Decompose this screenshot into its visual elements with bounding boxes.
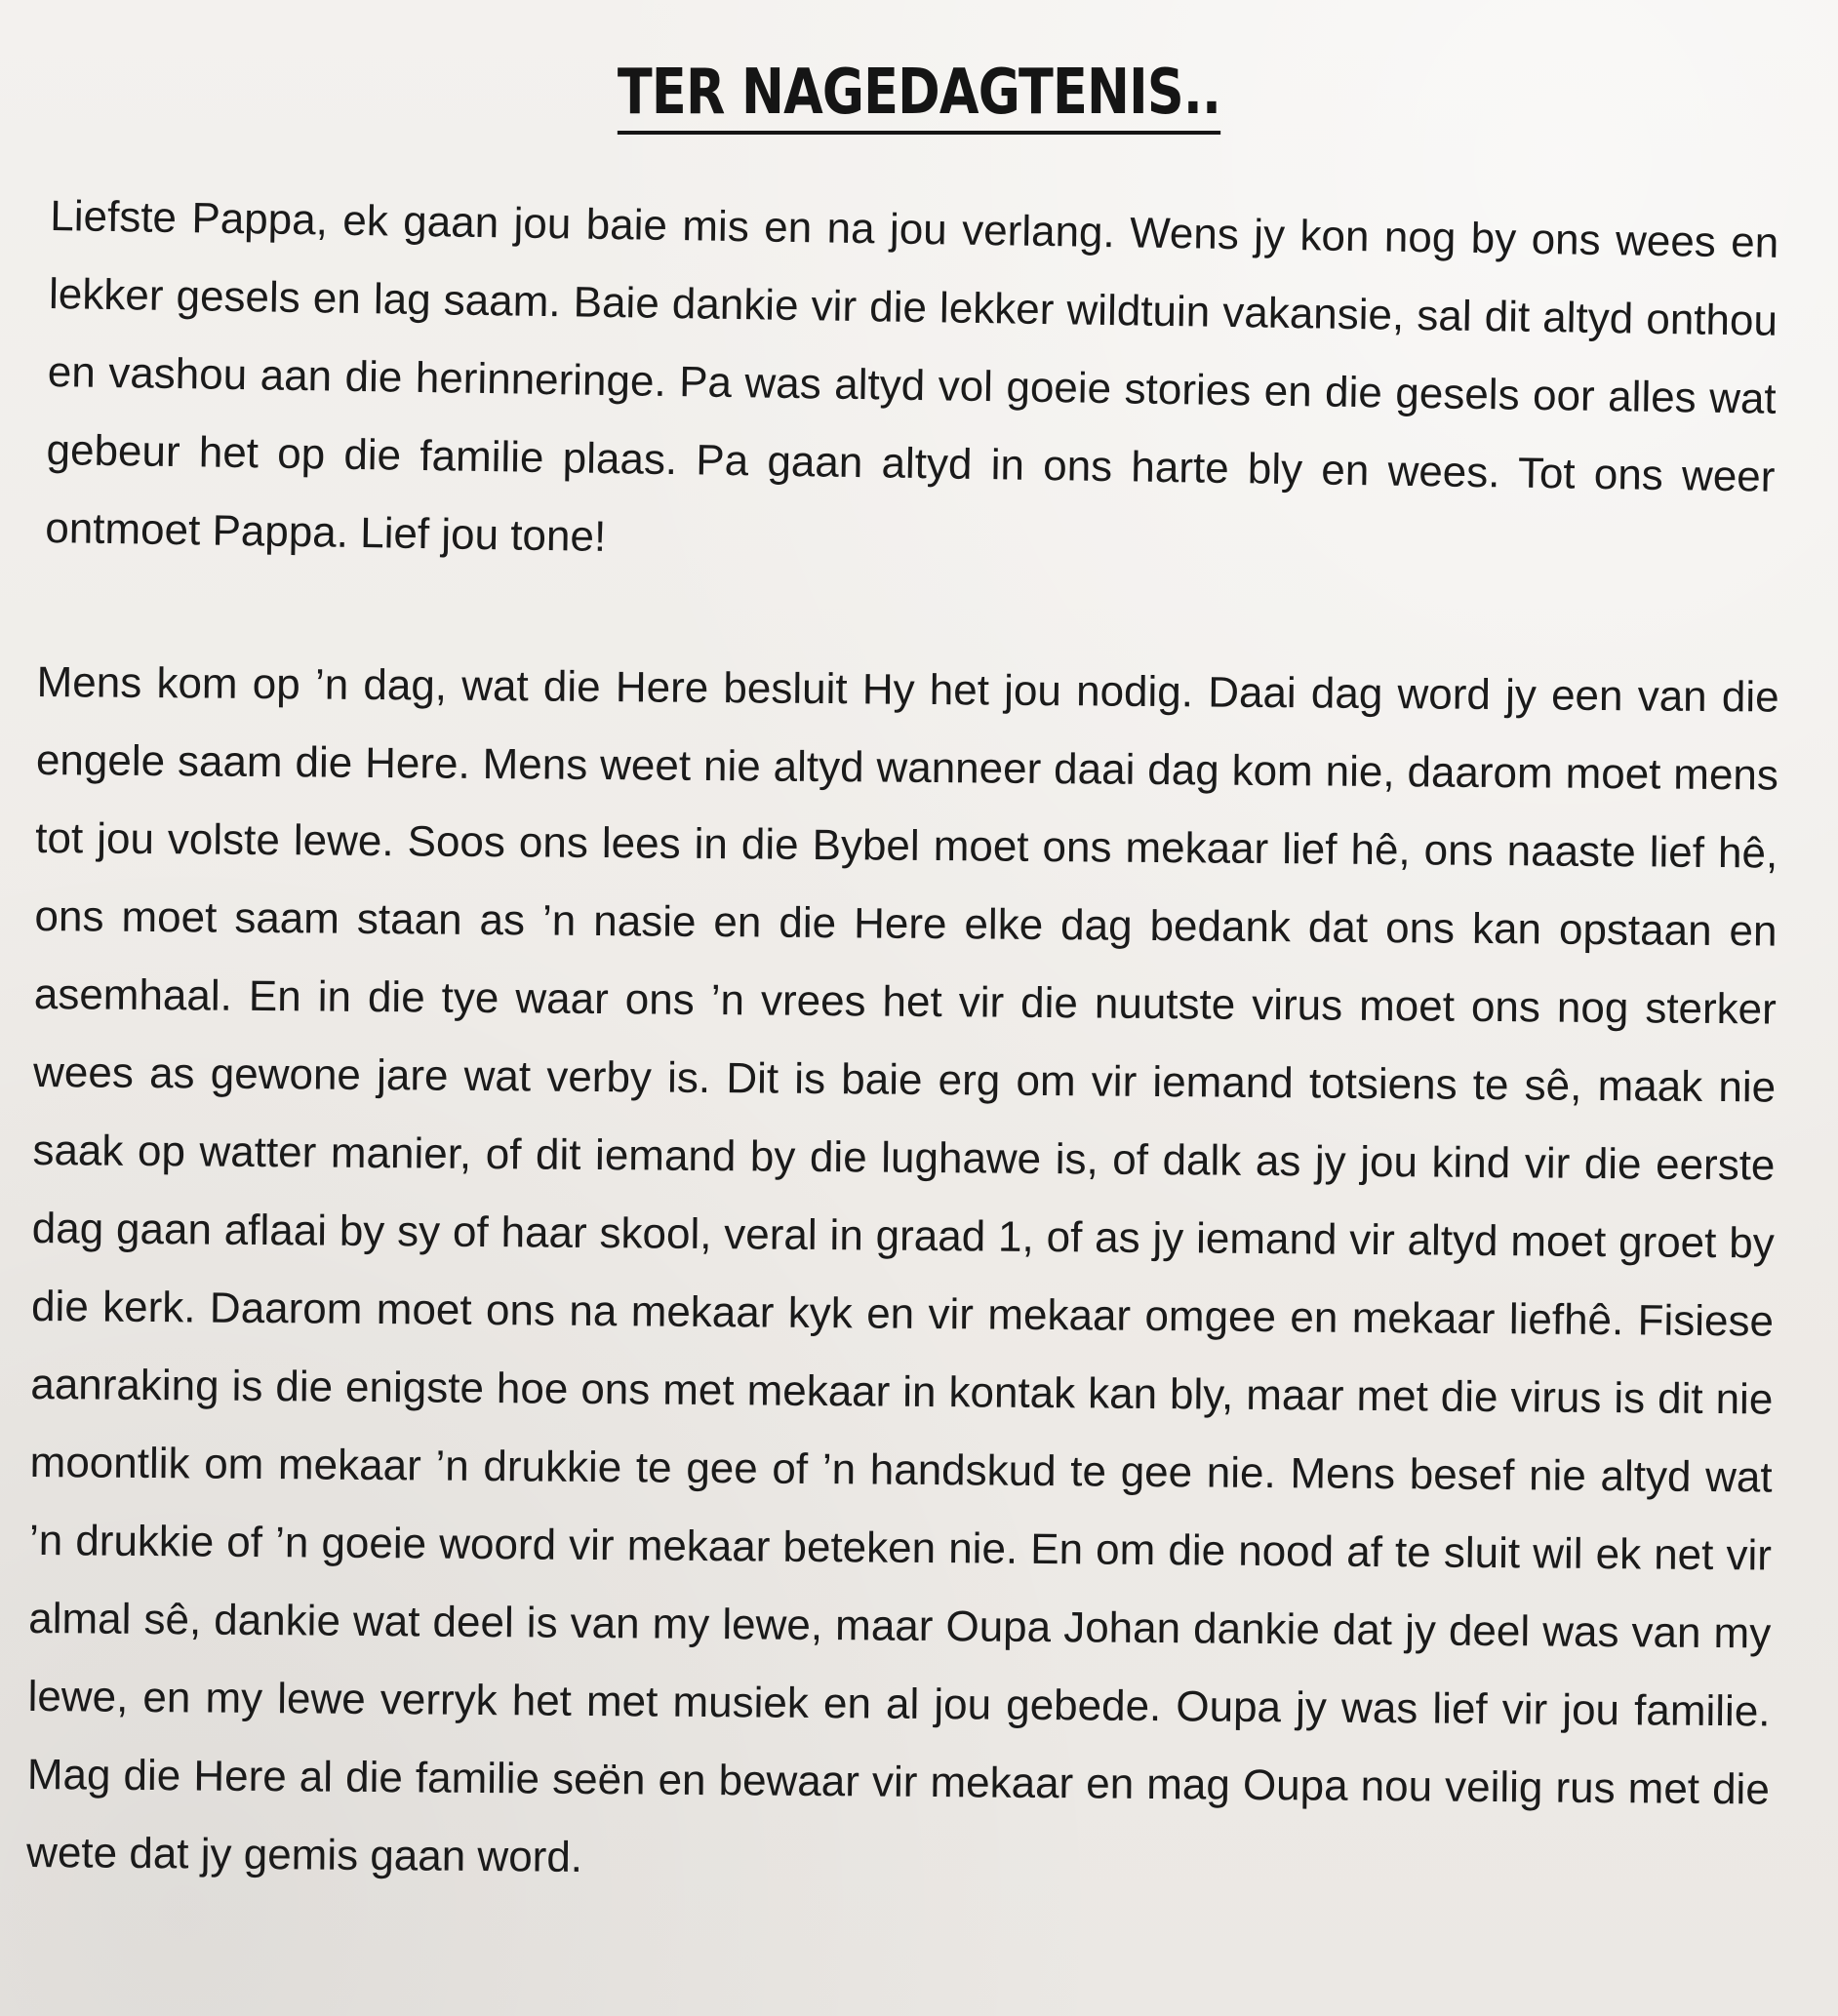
title-text: TER NAGEDAGTENIS.. [618,59,1220,135]
page-title [166,57,1673,135]
paragraph-tribute: Liefste Pappa, ek gaan jou baie mis en na jou verlang. Wens jy kon nog by ons wees en lekker gesels en lag saam. Baie dankie vir die lekker wildtuin vakansie, sal dit altyd onthou en vashou aan die herinneringe. Pa was altyd vol goeie stories en die gesels oor alles wat gebeur het op die familie plaas. Pa gaan altyd in ons harte bly en wees. Tot ons weer ontmoet Pappa. Lief jou tone! [44,191,1779,561]
paragraph-reflection: Mens kom op ’n dag, wat die Here besluit Hy het jou nodig. Daai dag word jy een van die engele saam die Here. Mens weet nie altyd wanneer daai dag kom nie, daarom moet mens tot jou volste lewe. Soos ons lees in die Bybel moet ons mekaar lief hê, ons naaste lief hê, ons moet saam staan as ’n nasie en die Here elke dag bedank dat ons kan opstaan en asemhaal. En in die tye waar ons ’n vrees het vir die nuutste virus moet ons nog sterker wees as gewone jare wat verby is. Dit is baie erg om vir iemand totsiens te sê, maak nie saak op watter manier, of dit iemand by die lughawe is, of dalk as jy jou kind vir die eerste dag gaan aflaai by sy of haar skool, veral in graad 1, of as jy iemand vir altyd moet groet by die kerk. Daarom moet ons na mekaar kyk en vir mekaar omgee en mekaar liefhê. Fisiese aanraking is die enigste hoe ons met mekaar in kontak kan bly, maar met die virus is dit nie moontlik om mekaar ’n drukkie te gee of ’n handskud te gee nie. Mens besef nie altyd wat ’n drukkie of ’n goeie woord vir mekaar beteken nie. En om die nood af te sluit wil ek net vir almal sê, dankie wat deel is van my lewe, maar Oupa Johan dankie dat jy deel was van my lewe, en my lewe verryk het met musiek en al jou gebede. Oupa jy was lief vir jou familie. Mag die Here al die familie seën en bewaar vir mekaar en mag Oupa nou veilig rus met die wete dat jy gemis gaan word. [25,657,1779,1881]
